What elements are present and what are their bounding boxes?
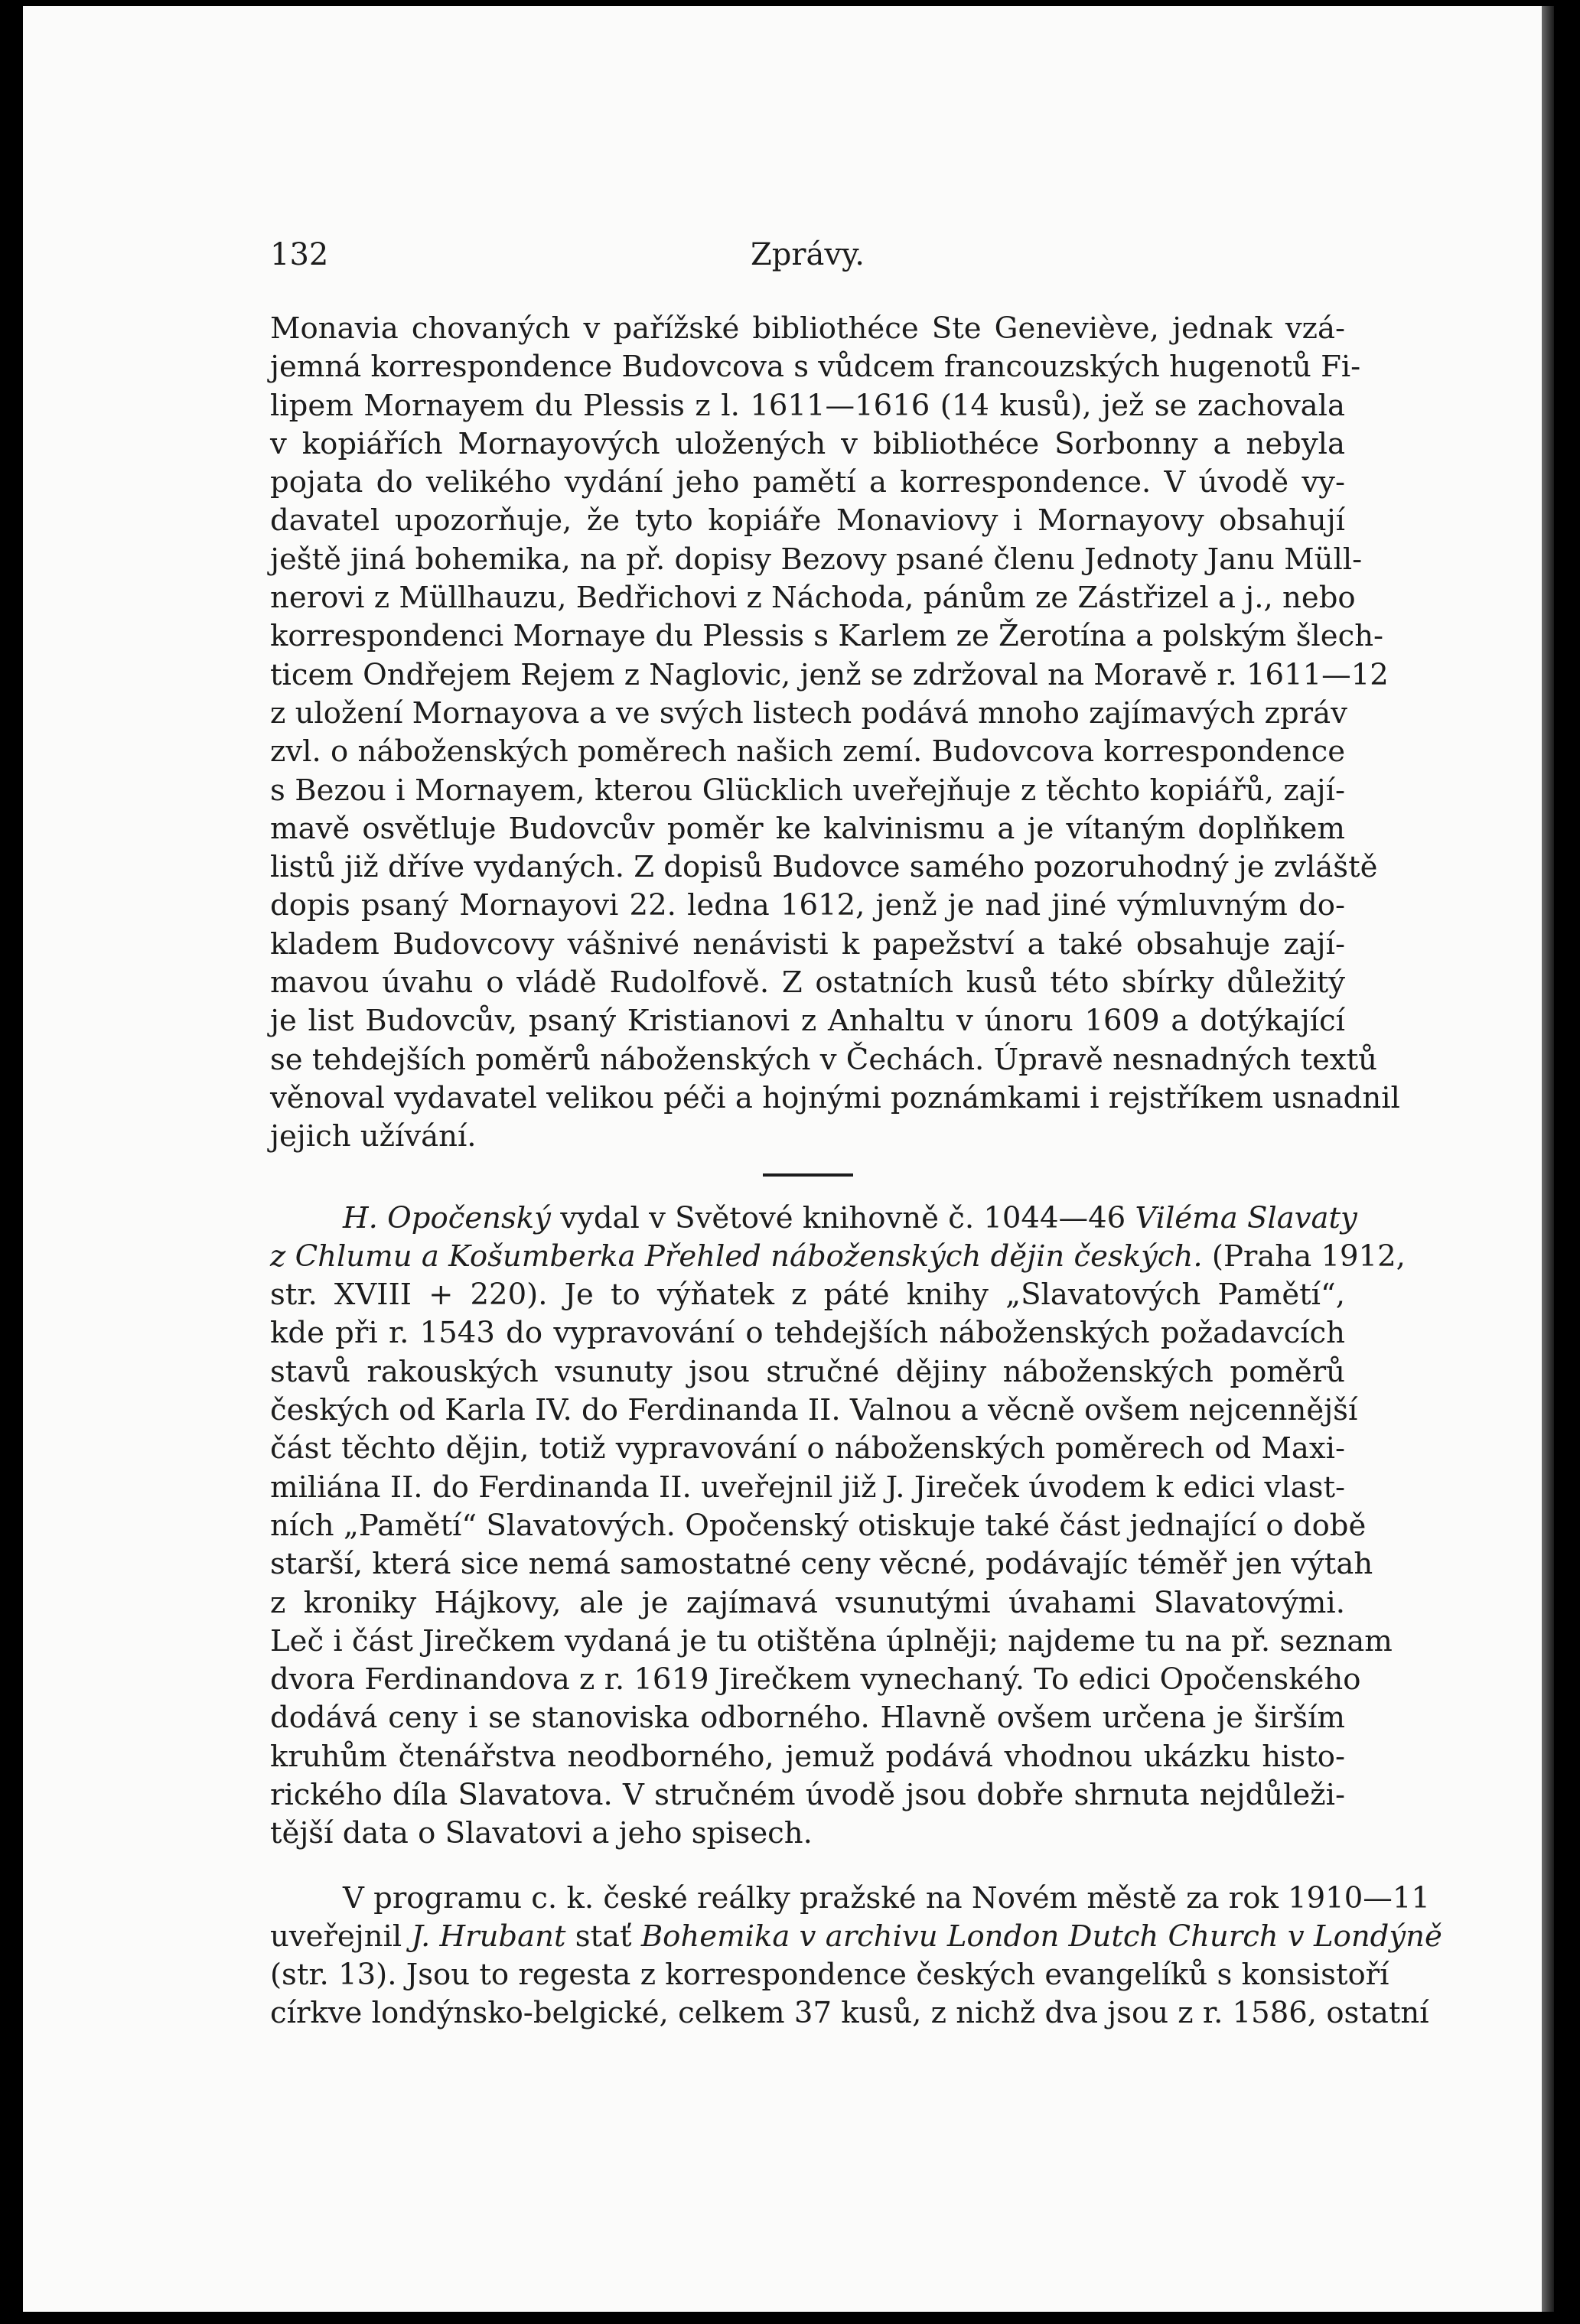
book-title: Viléma Slavaty (1135, 1200, 1357, 1235)
text-run: uveřejnil (270, 1919, 412, 1954)
book-title-cont: z Chlumu a Košumberka Přehled náboženských dějin českých. (270, 1238, 1203, 1274)
text-line: kladem Budovcovy vášnivé nenávisti k papežství a také obsahuje zají- (270, 926, 1345, 962)
text-line: Monavia chovaných v pařížské bibliothéce Ste Geneviève, jednak vzá- (270, 311, 1345, 346)
text-line: dvora Ferdinandova z r. 1619 Jirečkem vynechaný. To edici Opočenského (270, 1662, 1361, 1697)
text-run: stať (565, 1919, 641, 1954)
text-line: kruhům čtenářstva neodborného, jemuž podává vhodnou ukázku histo- (270, 1739, 1345, 1774)
paragraph-budovec (270, 310, 1400, 1157)
text-line: kde při r. 1543 do vypravování o tehdejších náboženských požadavcích (270, 1316, 1345, 1351)
text-line: mavě osvětluje Budovcův poměr ke kalvinismu a je vítaným doplňkem (270, 811, 1345, 846)
text-line (270, 1918, 1442, 1956)
text-line (270, 1238, 1406, 1276)
text-line: stavů rakouských vsunuty jsou stručné dějiny náboženských poměrů (270, 1354, 1345, 1389)
text-line (270, 1199, 1357, 1238)
text-line: se tehdejších poměrů náboženských v Čechách. Úpravě nesnadných textů (270, 1042, 1377, 1077)
text-line: pojata do velikého vydání jeho pamětí a korrespondence. V úvodě vy- (270, 465, 1345, 500)
text-line: jejich užívání. (270, 1119, 477, 1154)
text-line: ještě jiná bohemika, na př. dopisy Bezovy psané členu Jednoty Janu Müll- (270, 542, 1363, 577)
text-line: lipem Mornayem du Plessis z l. 1611—1616 (14 kusů), jež se zachovala (270, 388, 1345, 423)
text-line: s Bezou i Mornayem, kterou Glücklich uveřejňuje z těchto kopiářů, zají- (270, 773, 1345, 808)
author-name: H. Opočenský (343, 1200, 551, 1235)
text-line: církve londýnsko-belgické, celkem 37 kusů, z nichž dva jsou z r. 1586, ostatní (270, 1996, 1429, 2031)
text-line: v kopiářích Mornayových uložených v bibliothéce Sorbonny a nebyla (270, 426, 1345, 461)
text-line: mavou úvahu o vládě Rudolfově. Z ostatních kusů této sbírky důležitý (270, 965, 1345, 1001)
text-line: str. XVIII + 220). Je to výňatek z páté knihy „Slavatových Pamětí“, (270, 1278, 1345, 1313)
text-line: V programu c. k. české reálky pražské na Novém městě za rok 1910—11 (343, 1880, 1430, 1916)
text-line: Leč i část Jirečkem vydaná je tu otištěna úplněji; najdeme tu na př. seznam (270, 1623, 1393, 1658)
text-line: část těchto dějin, totiž vypravování o náboženských poměrech od Maxi- (270, 1431, 1345, 1466)
text-line: nerovi z Müllhauzu, Bedřichovi z Náchoda, pánům ze Zástřizel a j., nebo (270, 581, 1356, 616)
text-run: vydal v Světové knihovně č. 1044—46 (550, 1200, 1135, 1235)
text-line: dodává ceny i se stanoviska odborného. Hlavně ovšem určena je širším (270, 1701, 1345, 1736)
text-line: zvl. o náboženských poměrech našich zemí. Budovcova korrespondence (270, 734, 1346, 770)
running-title: Zprávy. (751, 237, 865, 272)
page-edge (1542, 6, 1554, 2312)
text-line: tější data o Slavatovi a jeho spisech. (270, 1816, 813, 1851)
text-run: (Praha 1912, (1202, 1238, 1406, 1274)
text-line: je list Budovcův, psaný Kristianovi z Anhaltu v únoru 1609 a dotýkající (270, 1004, 1345, 1039)
text-line: dopis psaný Mornayovi 22. ledna 1612, jenž je nad jiné výmluvným do- (270, 888, 1345, 923)
text-line: z kroniky Hájkovy, ale je zajímavá vsunutými úvahami Slavatovými. (270, 1585, 1345, 1620)
text-line: korrespondenci Mornaye du Plessis s Karlem ze Žerotína a polským šlech- (270, 619, 1384, 654)
text-line: starší, která sice nemá samostatné ceny věcné, podávajíc téměř jen výtah (270, 1547, 1373, 1582)
section-separator (763, 1173, 853, 1177)
text-line: jemná korrespondence Budovcova s vůdcem francouzských hugenotů Fi- (270, 350, 1361, 385)
text-line: z uložení Mornayova a ve svých listech podává mnoho zajímavých zpráv (270, 695, 1347, 731)
body-text (270, 310, 1442, 2033)
text-line: ticem Ondřejem Rejem z Naglovic, jenž se zdržoval na Moravě r. 1611—12 (270, 657, 1389, 692)
paragraph-hrubant (270, 1880, 1442, 2033)
text-line: (str. 13). Jsou to regesta z korrespondence českých evangelíků s konsistoří (270, 1958, 1389, 1993)
text-line: davatel upozorňuje, že tyto kopiáře Monaviovy i Mornayovy obsahují (270, 503, 1345, 539)
text-line: rického díla Slavatova. V stručném úvodě jsou dobře shrnuta nejdůleži- (270, 1777, 1345, 1812)
page-header (270, 237, 1345, 283)
text-line: českých od Karla IV. do Ferdinanda II. Valnou a věcně ovšem nejcennější (270, 1393, 1358, 1428)
author-name: J. Hrubant (411, 1919, 566, 1954)
paragraph-gap (270, 1854, 1345, 1880)
text-line: ních „Pamětí“ Slavatových. Opočenský otiskuje také část jednající o době (270, 1508, 1367, 1543)
article-title: Bohemika v archivu London Dutch Church v Londýně (640, 1919, 1442, 1954)
text-line: miliána II. do Ferdinanda II. uveřejnil již J. Jireček úvodem k edici vlast- (270, 1470, 1345, 1505)
text-line: listů již dříve vydaných. Z dopisů Budovce samého pozoruhodný je zvláště (270, 850, 1378, 885)
paragraph-opocensky (270, 1199, 1406, 1854)
page-number: 132 (270, 237, 329, 272)
text-line: věnoval vydavatel velikou péči a hojnými poznámkami i rejstříkem usnadnil (270, 1080, 1400, 1115)
